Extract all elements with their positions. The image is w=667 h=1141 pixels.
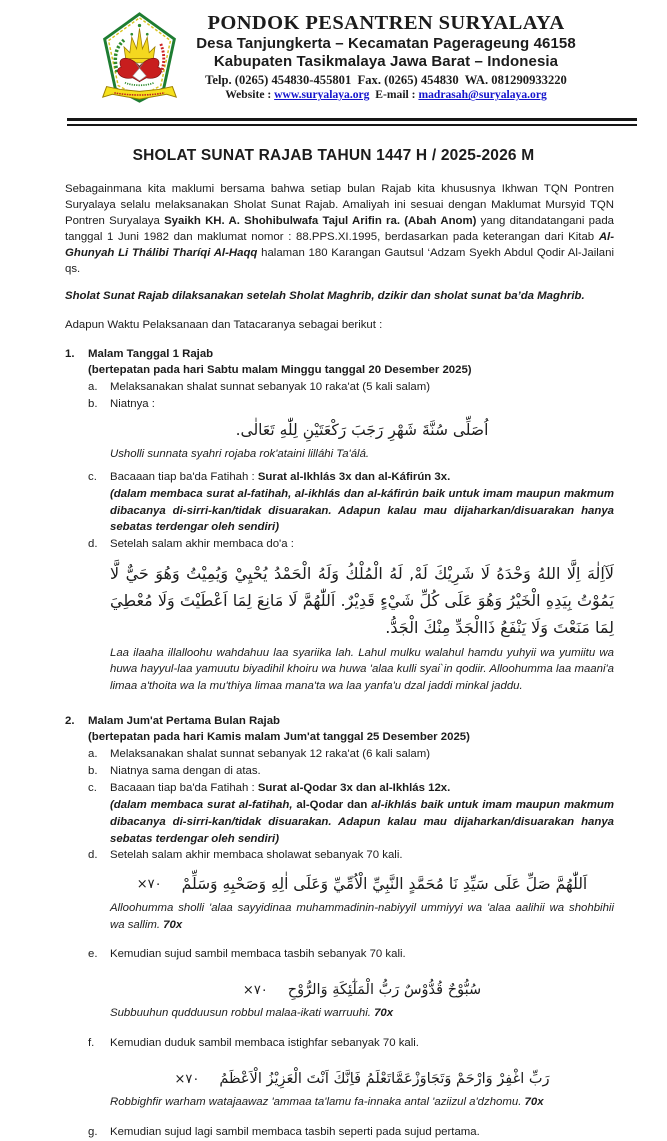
item-label: a.: [88, 748, 98, 761]
item-text: [110, 1035, 614, 1124]
item-text: [110, 413, 614, 469]
list-item: [88, 946, 614, 1035]
bacaan-note: (dalam membaca surat al-fatihah, al-ikhlás dan al-káfirún baik untuk imam maupun makmum dibacanya di-sirri-kan/tidak disuarakan. Adapun kalau mau dijaharkan/disuarakan hanya sebatas terdengar oleh sendiri): [110, 488, 614, 534]
section-2-subtitle: (bertepatan pada hari Kamis malam Jum'at tanggal 25 Desember 2025): [88, 731, 470, 744]
translit-count: 70x: [163, 918, 183, 931]
document-title: SHOLAT SUNAT RAJAB TAHUN 1447 H / 2025-2026 M: [132, 147, 535, 164]
item-label: e.: [88, 948, 98, 961]
translit-count: 70x: [374, 1007, 394, 1020]
section-1-subtitle: (bertepatan pada hari Sabtu malam Minggu tanggal 20 Desember 2025): [88, 363, 472, 376]
email-label: E-mail :: [369, 88, 419, 102]
repeat-count-70: ×٧٠: [136, 876, 162, 892]
item-text: Melaksanakan shalat sunnat sebanyak 12 raka'at (6 kali salam): [110, 748, 431, 761]
item-label: c.: [88, 471, 97, 484]
item-label: b.: [88, 765, 98, 778]
note-upright: al-Qodar dan: [296, 799, 372, 812]
niat-transliteration: Usholli sunnata syahri rojaba rok'ataini lilláhi Ta'álá.: [110, 447, 370, 460]
item-text: [110, 847, 614, 946]
section-2-title: Malam Jum'at Pertama Bulan Rajab: [88, 715, 280, 728]
document-body: [65, 182, 614, 1141]
item-text: [110, 536, 614, 701]
translit-text: Alloohumma sholli 'alaa sayyidinaa muhammadinin-nabiyyil ummiyyi wa 'alaa aalihii wa shohbihii wa sallim.: [110, 901, 614, 931]
section-2-titles: [88, 714, 470, 746]
tasbih-arabic-text: سُبُّوْحٌ قُدُّوْسٌ رَبُّ الْمَلٰٓئِكَةِ وَالرُّوْحِ: [287, 982, 482, 999]
list-item: [88, 1035, 614, 1124]
sholawat-arabic-text: اَللّٰهُمَّ صَلِّ عَلَى سَيِّدِ نَا مُحَمَّدٍ النَّبِيِّ الْاُمِّيِّ وَعَلَى اٰلِهِ وَصَحْبِهِ وَسَلِّمْ: [181, 875, 588, 894]
intro-part3: halaman 180 Karangan Gautsul ‘Adzam Syekh Abdul Qodir Al-Jailani qs.: [65, 246, 614, 275]
list-item: [88, 746, 614, 763]
istighfar-transliteration: [110, 1094, 614, 1111]
section-1-heading: [65, 347, 614, 379]
item-label: [88, 413, 110, 469]
address-line-2: Kabupaten Tasikmalaya Jawa Barat – Indonesia: [213, 52, 559, 70]
section-1-items: [88, 379, 614, 702]
translit-text: Robbighfir warham watajaawaz 'ammaa ta'lamu fa-innaka antal 'aziizul a'dzhomu.: [110, 1096, 525, 1109]
intro-paragraph: [65, 182, 614, 278]
list-item: [88, 763, 614, 780]
section-2-heading: [65, 714, 614, 746]
item-text: [110, 780, 614, 847]
intro-part2: yang ditandatangani pada tanggal 1 Juni 1982 dan maklumat nomor : 88.PPS.XI.1995, berdasarkan pada keterangan dari Kitab: [65, 214, 614, 243]
doa-arabic-text: لَآاِلٰهَ اِلَّا اللهُ وَحْدَهُ لَا شَرِيْكَ لَهْ, لَهُ الْمُلْكُ وَلَهُ الْحَمْدُ يُحْيِيْ وَيُمِيْتُ وَهُوَ حَيٌّ لَّا يَمُوْتُ بِيَدِهِ الْخَيْرُ وَهُوَ عَلَى كُلِّ شَيْءٍ قَدِيْرٌ. اَللّٰهُمَّ لَا مَانِعَ لِمَا اَعْطَيْتَ وَلَا مُعْطِيَ لِمَا مَنَعْتَ وَلَا يَنْفَعُ ذَاالْجَدِّ مِنْكَ الْجَدُّ.: [110, 564, 614, 638]
sholawat-intro: Setelah salam akhir membaca sholawat sebanyak 70 kali.: [110, 849, 403, 862]
list-item: [88, 413, 614, 469]
niat-arabic-text: اُصَلِّى سُنَّةَ شَهْرِ رَجَبَ رَكْعَتَيْنِ لِلّٰهِ تَعَالٰى.: [235, 420, 489, 439]
note-part1: (dalam membaca surat al-fatihah,: [110, 799, 297, 812]
translit-text: Subbuuhun qudduusun robbul malaa-ikati warruuhi.: [110, 1007, 375, 1020]
kitab-name: Al-Ghunyah Li Thálibi Tharíqi Al-Haqq: [65, 230, 614, 259]
email-link[interactable]: madrasah@suryalaya.org: [418, 88, 547, 102]
website-label: Website :: [225, 88, 275, 102]
istighfar-arabic-text: رَبِّ اغْفِرْ وَارْحَمْ وَتَجَاوَزْعَمَّاتَعْلَمُ فَاِنَّكَ اَنْتَ الْعَزِيْزُ الْاَعْظَمُ: [219, 1070, 550, 1087]
list-item: [88, 536, 614, 701]
item-text: [110, 946, 614, 1035]
mursyid-name: Syaikh KH. A. Shohibulwafa Tajul Arifin ra. (Abah Anom): [164, 214, 477, 227]
website-link[interactable]: www.suryalaya.org: [274, 88, 370, 102]
list-item: [88, 1124, 614, 1141]
list-item: [88, 780, 614, 847]
letterhead: [0, 0, 667, 111]
letterhead-text: [168, 11, 604, 102]
bacaan-note: [110, 797, 614, 847]
doa-transliteration: Laa ilaaha illalloohu wahdahuu laa syariika lah. Lahul mulku walahul hamdu yuhyii wa yumiitu wa huwa hayyul-laa yamuutu biyadihil khoiru wa huwa 'alaa kulli syai`in qodiir. Alloohumma laa maani'a limaa a'thoita wa la mu'thiya limaa mana'ta wa laa yanfa'u dzal jaddi minkal jaddu.: [110, 646, 614, 692]
item-label: c.: [88, 782, 97, 795]
address-line-1: Desa Tanjungkerta – Kecamatan Pagerageung 46158: [196, 35, 576, 53]
section-1-title: Malam Tanggal 1 Rajab: [88, 347, 214, 360]
section-2-items: [88, 746, 614, 1141]
bacaan-surat: Surat al-Ikhlás 3x dan al-Káfirún 3x.: [257, 471, 451, 484]
translit-count: 70x: [524, 1096, 544, 1109]
item-label: g.: [88, 1125, 98, 1138]
istighfar-arabic-line: [110, 1068, 614, 1091]
list-item: [88, 379, 614, 396]
section-2: [65, 714, 614, 1141]
notice-line: Sholat Sunat Rajab dilaksanakan setelah Sholat Maghrib, dzikir dan sholat sunat ba’da Maghrib.: [65, 289, 585, 302]
organization-name: PONDOK PESANTREN SURYALAYA: [207, 12, 565, 34]
list-item: [88, 847, 614, 946]
note-part2: al-ikhlás baik untuk imam maupun makmum dibacanya di-sirri-kan/tidak disuarakan. Adapun kalau mau dijaharkan/disuarakan hanya sebatas terdengar oleh sendiri): [110, 799, 614, 845]
section-1-titles: [88, 347, 472, 379]
istighfar-intro: Kemudian duduk sambil membaca istighfar sebanyak 70 kali.: [110, 1036, 419, 1049]
doa-intro: Setelah salam akhir membaca do'a :: [110, 537, 294, 550]
section-2-number: 2.: [65, 715, 75, 728]
bacaan-label: Bacaaan tiap ba'da Fatihah :: [110, 782, 258, 795]
list-item: [88, 396, 614, 413]
item-text: Niatnya sama dengan di atas.: [110, 765, 261, 778]
tasbih-transliteration: [110, 1005, 614, 1022]
repeat-count-70: ×٧٠: [174, 1071, 200, 1087]
item-label: d.: [88, 849, 98, 862]
bacaan-label: Bacaaan tiap ba'da Fatihah :: [110, 471, 258, 484]
section-1: [65, 347, 614, 701]
tasbih-arabic-line: [110, 979, 614, 1002]
item-text: [110, 469, 614, 536]
intro-part1: Sebagainmana kita maklumi bersama bahwa setiap bulan Rajab kita khususnya Ikhwan TQN Pontren Suryalaya selalu melaksanakan Sholat Sunat Rajab. Amaliyah ini sesuai dengan Maklumat Mursyid TQN Pontren Suryalaya: [65, 183, 614, 227]
item-text: Niatnya :: [110, 397, 155, 410]
contact-line: Telp. (0265) 454830-455801 Fax. (0265) 454830 WA. 081290933220: [205, 72, 567, 87]
suryalaya-logo-icon: [100, 12, 179, 103]
item-label: f.: [88, 1036, 95, 1049]
sholawat-arabic-line: [110, 872, 614, 897]
item-text: Melaksanakan shalat sunnat sebanyak 10 raka'at (5 kali salam): [110, 380, 431, 393]
tasbih-intro: Kemudian sujud sambil membaca tasbih sebanyak 70 kali.: [110, 948, 406, 961]
item-label: a.: [88, 380, 98, 393]
item-label: d.: [88, 537, 98, 550]
repeat-count-70: ×٧٠: [242, 982, 268, 998]
section-1-number: 1.: [65, 347, 75, 360]
item-label: b.: [88, 397, 98, 410]
sholawat-transliteration: [110, 900, 614, 933]
preface-line: Adapun Waktu Pelaksanaan dan Tatacaranya sebagai berikut :: [65, 318, 383, 331]
item-text: Kemudian sujud lagi sambil membaca tasbih seperti pada sujud pertama.: [110, 1125, 480, 1138]
bacaan-surat: Surat al-Qodar 3x dan al-Ikhlás 12x.: [257, 782, 451, 795]
web-email-line: [168, 88, 604, 102]
list-item: [88, 469, 614, 536]
letterhead-divider: [67, 118, 637, 126]
